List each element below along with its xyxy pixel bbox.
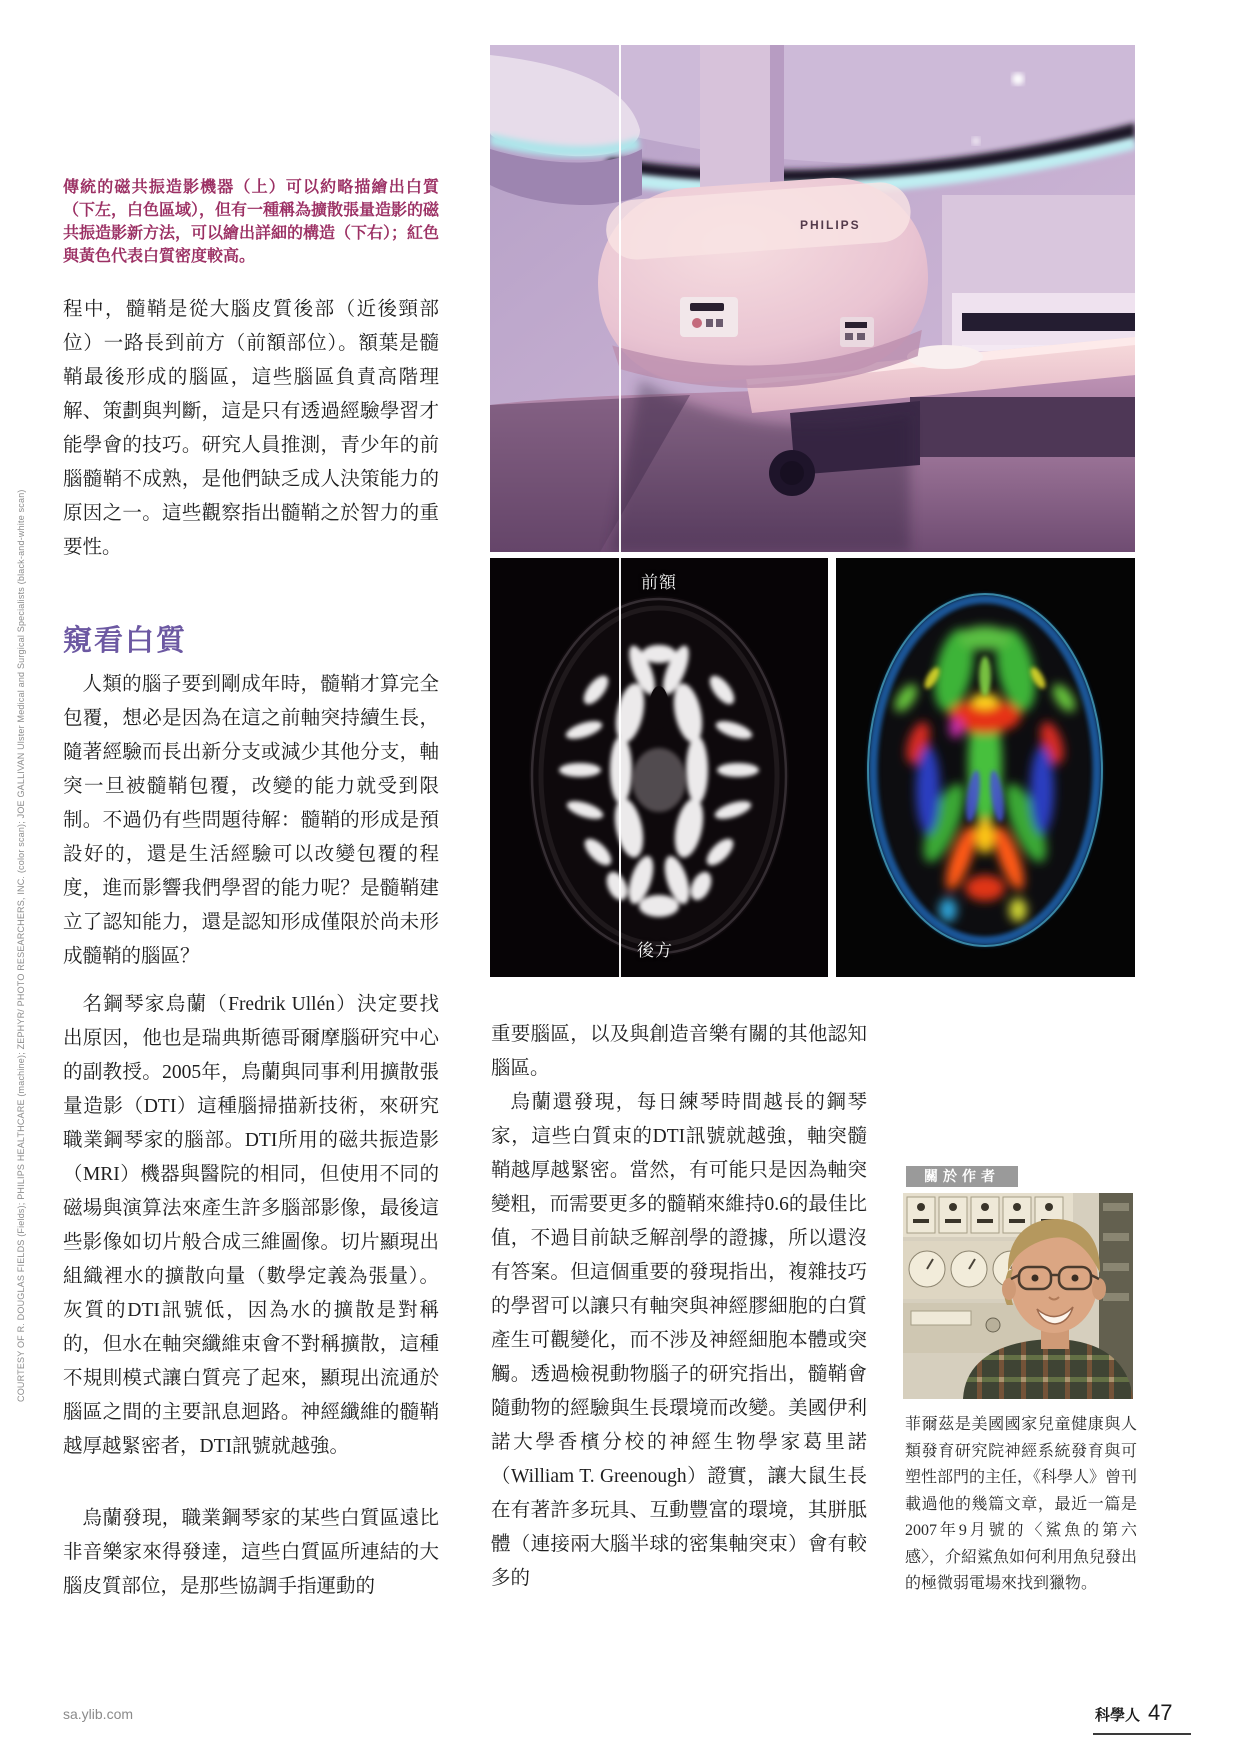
middle-column-paragraph-1: 重要腦區，以及與創造音樂有關的其他認知腦區。 <box>491 1024 867 1079</box>
left-column-paragraph-3: 名鋼琴家烏蘭（Fredrik Ullén）決定要找出原因，他也是瑞典斯德哥爾摩腦研究中心的副教授。2005年，烏蘭與同事利用擴散張量造影（DTI）這種腦掃描新技術，來研究職業鋼琴家的腦部。DTI所用的磁共振造影（MRI）機器與醫院的相同，但使用不同的磁場與演算法來產生許多腦部影像，最後這些影像如切片般合成三維圖像。切片顯現出組織裡水的擴散向量（數學定義為張量）。灰質的DTI訊號低，因為水的擴散是對稱的，但水在軸突纖維束會不對稱擴散，這種不規則模式讓白質亮了起來，顯現出流通於腦區之間的主要訊息迴路。神經纖維的髓鞘越厚越緊密者，DTI訊號就越強。 <box>63 994 439 1457</box>
footer-brand: 科學人 <box>1095 1707 1141 1724</box>
footer-page-info <box>1095 1700 1173 1726</box>
dti-color-scan-illustration <box>836 558 1135 977</box>
footer-page-number: 47 <box>1148 1700 1173 1725</box>
middle-column-paragraph-2: 烏蘭還發現，每日練琴時間越長的鋼琴家，這些白質束的DTI訊號就越強，軸突髓鞘越厚越緊密。當然，有可能只是因為軸突變粗，而需要更多的髓鞘來維持0.6的最佳比值，不過目前缺乏解剖學的證據，所以還沒有答案。但這個重要的發現指出，複雜技巧的學習可以讓只有軸突與神經膠細胞的白質產生可觀變化，而不涉及神經細胞本體或突觸。透過檢視動物腦子的研究指出，髓鞘會隨動物的經驗與生長環境而改變。美國伊利諾大學香檳分校的神經生物學家葛里諾（William T. Greenough）證實，讓大鼠生長在有著許多玩具、互動豐富的環境，其胼胝體（連接兩大腦半球的密集軸突束）會有較多的 <box>491 1092 867 1589</box>
about-author-label: 關於作者 <box>906 1166 1018 1187</box>
philips-logo: PHILIPS <box>800 218 861 232</box>
author-bio: 菲爾茲是美國國家兒童健康與人類發育研究院神經系統發育與可塑性部門的主任，《科學人》曾刊載過他的幾篇文章，最近一篇是2007年9月號的〈鯊魚的第六感〉，介紹鯊魚如何利用魚兒發出的極微弱電場來找到獵物。 <box>905 1416 1138 1592</box>
left-column-paragraph-2: 人類的腦子要到剛成年時，髓鞘才算完全包覆，想必是因為在這之前軸突持續生長，隨著經驗而長出新分支或減少其他分支，軸突一旦被髓鞘包覆，改變的能力就受到限制。不過仍有些問題待解：髓鞘的形成是預設好的，還是生活經驗可以改變包覆的程度，進而影響我們學習的能力呢？是髓鞘建立了認知能力，還是認知形成僅限於尚未形成髓鞘的腦區？ <box>63 674 439 967</box>
footer-url: sa.ylib.com <box>63 1706 134 1722</box>
mri-machine-illustration <box>490 45 1135 552</box>
scan-label-back: 後方 <box>637 941 673 960</box>
dti-color-scan <box>836 558 1135 977</box>
figure-divider-line <box>619 45 621 977</box>
author-photo <box>903 1193 1133 1399</box>
figure-caption: 傳統的磁共振造影機器（上）可以約略描繪出白質（下左，白色區域），但有一種稱為擴散張量造影的磁共振造影新方法，可以繪出詳細的構造（下右）；紅色與黃色代表白質密度較高。 <box>63 179 440 265</box>
footer-rule <box>1093 1733 1191 1735</box>
bw-brain-scan-illustration <box>490 558 828 977</box>
section-heading: 窺看白質 <box>63 625 188 657</box>
scan-label-front: 前額 <box>641 573 677 592</box>
bw-brain-scan <box>490 558 828 977</box>
author-photo-illustration <box>903 1193 1133 1399</box>
photo-credit-vertical: COURTESY OF R. DOUGLAS FIELDS (Fields); PHILIPS HEALTHCARE (machine); ZEPHYR/ PHOTO RESEARCHERS, INC. (color scan); JOE GALLIVAN Ulster Medical and Surgical Specialists (black-and-white scan) <box>16 489 26 1402</box>
left-column-paragraph-1: 程中，髓鞘是從大腦皮質後部（近後頸部位）一路長到前方（前額部位）。額葉是髓鞘最後形成的腦區，這些腦區負責高階理解、策劃與判斷，這是只有透過經驗學習才能學會的技巧。研究人員推測，青少年的前腦髓鞘不成熟，是他們缺乏成人決策能力的原因之一。這些觀察指出髓鞘之於智力的重要性。 <box>63 299 439 558</box>
mri-machine-photo <box>490 45 1135 552</box>
left-column-paragraph-4: 烏蘭發現，職業鋼琴家的某些白質區遠比非音樂家來得發達，這些白質區所連結的大腦皮質部位，是那些協調手指運動的 <box>63 1508 439 1597</box>
